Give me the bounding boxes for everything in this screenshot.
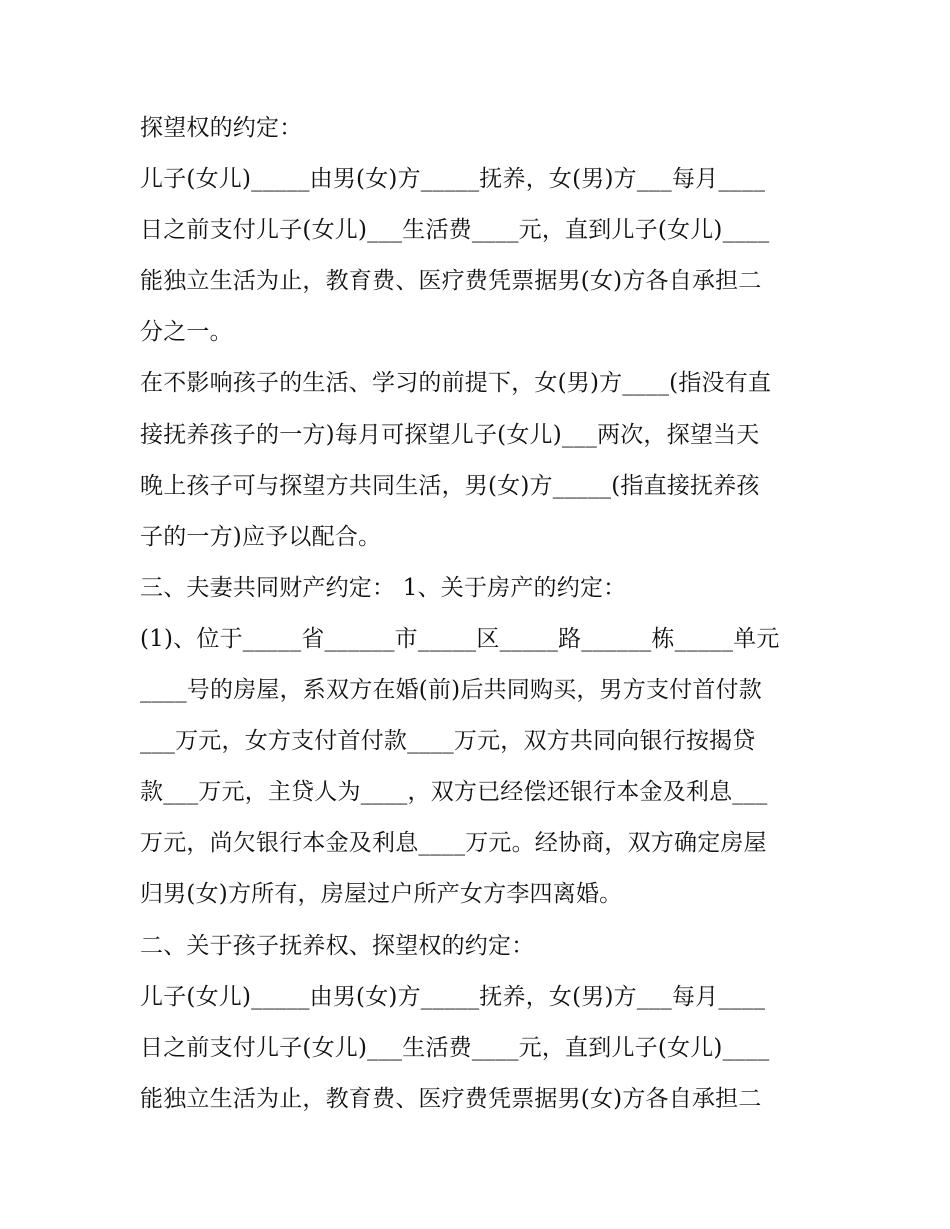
paragraph-line: 日之前支付儿子(女儿)___生活费____元，直到儿子(女儿)____ [140,217,770,244]
paragraph-line: 分之一。 [140,319,233,346]
paragraph-line: (1)、位于_____省______市_____区_____路______栋_____单元 [140,625,780,652]
paragraph-line: 万元，尚欠银行本金及利息____万元。经协商，双方确定房屋 [140,830,767,857]
section-heading: 三、夫妻共同财产约定： 1、关于房产的约定： [140,574,627,601]
paragraph-line: 接抚养孩子的一方)每月可探望儿子(女儿)___两次，探望当天 [140,421,760,448]
paragraph-line: 能独立生活为止，教育费、医疗费凭票据男(女)方各自承担二 [140,268,762,295]
paragraph-line: ____号的房屋，系双方在婚(前)后共同购买，男方支付首付款 [140,677,762,704]
paragraph-line: 能独立生活为止，教育费、医疗费凭票据男(女)方各自承担二 [140,1085,762,1112]
paragraph-line: 探望权的约定： [140,115,303,141]
paragraph-line: 儿子(女儿)_____由男(女)方_____抚养，女(男)方___每月____ [140,983,766,1010]
document-body [140,103,820,1125]
paragraph-line: 子的一方)应予以配合。 [140,523,382,550]
paragraph-line: ___万元，女方支付首付款____万元，双方共同向银行按揭贷 [140,728,756,755]
paragraph-line: 款___万元，主贷人为____，双方已经偿还银行本金及利息___ [140,779,768,806]
paragraph-line: 在不影响孩子的生活、学习的前提下，女(男)方____(指没有直 [140,370,772,397]
paragraph-line: 归男(女)方所有，房屋过户所产女方李四离婚。 [140,881,623,908]
paragraph-line: 晚上孩子可与探望方共同生活，男(女)方_____(指直接抚养孩 [140,472,760,499]
paragraph-line: 日之前支付儿子(女儿)___生活费____元，直到儿子(女儿)____ [140,1034,770,1061]
paragraph-line: 儿子(女儿)_____由男(女)方_____抚养，女(男)方___每月____ [140,166,766,193]
section-heading: 二、关于孩子抚养权、探望权的约定： [140,932,535,959]
